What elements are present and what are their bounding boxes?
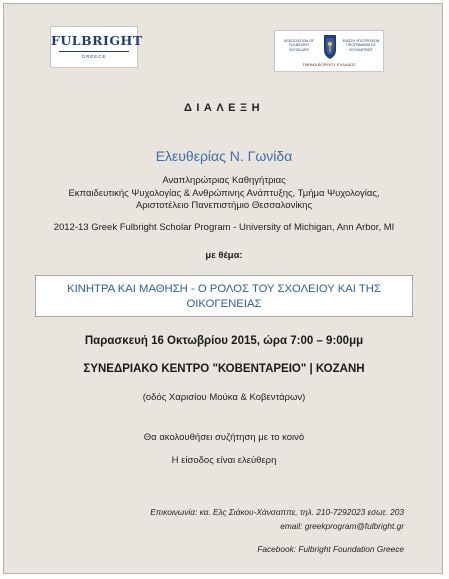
event-date-time: Παρασκευή 16 Οκτωβρίου 2015, ώρα 7:00 – 9:00μμ xyxy=(84,335,364,347)
contact-facebook-line[interactable]: Facebook: Fulbright Foundation Greece xyxy=(257,544,404,554)
event-address: (οδός Χαρισίου Μούκα & Κοβεντάρων) xyxy=(142,392,306,403)
speaker-department: Εκπαιδευτικής Ψυχολογίας & Ανθρώπινης Ανάπτυξης, Τμήμα Ψυχολογίας, xyxy=(68,187,380,199)
theme-label: με θέμα: xyxy=(205,250,243,261)
lecture-title-line-2: ΟΙΚΟΓΕΝΕΙΑΣ xyxy=(186,298,262,310)
lecture-title xyxy=(36,276,412,312)
contact-email-line[interactable]: email: greekprogram@fulbright.gr xyxy=(280,521,404,531)
discussion-note: Θα ακολουθήσει συζήτηση με το κοινό xyxy=(143,432,305,443)
fulbright-logo-subtitle: GREECE xyxy=(81,54,107,59)
free-entry-note: Η είσοδος είναι ελεύθερη xyxy=(171,455,277,466)
lecture-title-box xyxy=(35,275,413,317)
speaker-position: Αναπληρώτριας Καθηγήτριας xyxy=(162,175,286,186)
speaker-name: Ελευθερίας Ν. Γωνίδα xyxy=(155,148,293,164)
speaker-fulbright-program: 2012-13 Greek Fulbright Scholar Program - University of Michigan, Ann Arbor, MI xyxy=(53,222,395,233)
association-of-fulbright-scholars-logo xyxy=(274,30,384,72)
speaker-university: Αριστοτέλειο Πανεπιστήμιο Θεσσαλονίκης xyxy=(135,200,313,211)
lecture-heading: ΔΙΑΛΕΞΗ xyxy=(183,102,265,114)
fulbright-greece-logo xyxy=(50,26,143,68)
association-emblem-icon xyxy=(322,34,338,60)
fulbright-logo-rule xyxy=(59,51,129,52)
fulbright-logo-word: FULBRIGHT xyxy=(51,33,143,48)
association-logo-branch-text: ΤΜΗΜΑ ΒΟΡΕΙΟΥ ΕΛΛΑΔΟΣ xyxy=(302,62,356,67)
event-venue: ΣΥΝΕΔΡΙΑΚΟ ΚΕΝΤΡΟ "ΚΟΒΕΝΤΑΡΕΙΟ" | ΚΟΖΑΝΗ xyxy=(83,363,365,375)
association-logo-english-text: ASSOCIATION OF FULBRIGHT SCHOLARS xyxy=(283,39,315,52)
association-logo-greek-text: ΕΝΩΣΗ ΥΠΟΤΡΟΦΩΝ ΠΡΟΓΡΑΜΜΑΤΟΣ ΦΟΥΛΜΠΡΑΪΤ xyxy=(342,39,380,52)
lecture-title-line-1: ΚΙΝΗΤΡΑ ΚΑΙ ΜΑΘΗΣΗ - Ο ΡΟΛΟΣ ΤΟΥ ΣΧΟΛΕΙΟΥ ΚΑΙ ΤΗΣ xyxy=(67,283,381,295)
event-poster xyxy=(3,3,443,574)
contact-phone-line: Επικοινωνία: κα. Ελς Σιάκου-Χάνσαππε, τηλ. 210-7292023 εσωτ. 203 xyxy=(150,507,404,517)
